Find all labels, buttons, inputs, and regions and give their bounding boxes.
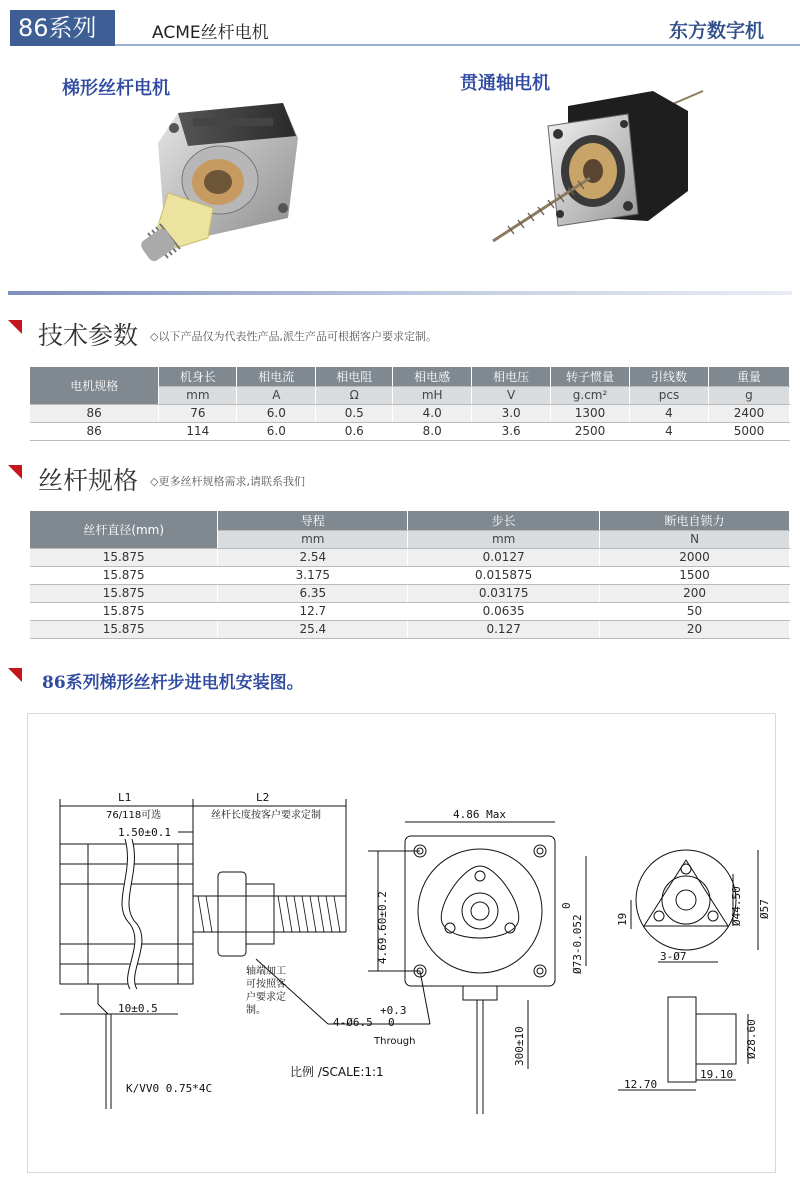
table-row	[30, 422, 790, 440]
unit-cell: V	[472, 386, 551, 404]
table-cell: 2.54	[218, 548, 408, 566]
table-cell: 6.35	[218, 584, 408, 602]
table-row	[30, 602, 790, 620]
table-cell: 2400	[708, 404, 789, 422]
table-cell: 3.175	[218, 566, 408, 584]
table-cell: 5000	[708, 422, 789, 440]
red-triangle-icon	[8, 465, 22, 479]
col-header: 相电压	[472, 367, 551, 386]
screw-section-title: 丝杆规格	[38, 466, 139, 495]
table-cell: 2500	[551, 422, 630, 440]
table-cell: 0.127	[408, 620, 600, 638]
dim-l1: L1	[118, 791, 132, 804]
dim-28-60: Ø28.60	[745, 1019, 758, 1059]
table-row	[30, 566, 790, 584]
col-header: 相电流	[237, 367, 316, 386]
unit-cell: mm	[408, 530, 600, 548]
col-header: 步长	[408, 511, 600, 530]
dim-4-86: 4.86 Max	[453, 808, 506, 821]
dim-300: 300±10	[513, 1026, 526, 1066]
unit-cell: mH	[393, 386, 472, 404]
install-section-title: 86系列梯形丝杆步进电机安装图。	[42, 673, 304, 693]
dim-3-7: 3-Ø7	[660, 950, 687, 963]
table-cell: 3.0	[472, 404, 551, 422]
table-cell: 4	[630, 404, 709, 422]
screw-section-heading	[8, 463, 788, 495]
dim-l2: L2	[256, 791, 270, 804]
unit-cell: g	[708, 386, 789, 404]
table-row	[30, 404, 790, 422]
table-cell: 6.0	[237, 404, 316, 422]
tech-section-title: 技术参数	[38, 321, 139, 350]
col-header: 转子惯量	[551, 367, 630, 386]
table-cell: 2000	[600, 548, 790, 566]
dimension-labels	[106, 791, 771, 1095]
table-cell: 15.875	[30, 548, 218, 566]
col-header: 重量	[708, 367, 789, 386]
table-cell: 15.875	[30, 566, 218, 584]
shaft-note-1: 轴端加工	[246, 966, 286, 977]
table-cell: 50	[600, 602, 790, 620]
tech-section-heading	[8, 318, 788, 350]
tech-section-note: ◇以下产品仅为代表性产品,派生产品可根据客户要求定制。	[150, 330, 437, 343]
screw-header-row	[30, 511, 790, 530]
table-cell: 25.4	[218, 620, 408, 638]
table-cell: 114	[159, 422, 237, 440]
through-shaft-motor-photo	[478, 86, 708, 251]
red-triangle-icon	[8, 668, 22, 682]
shaft-note-3: 户要求定	[246, 992, 286, 1003]
col-header: 丝杆直径(mm)	[30, 511, 218, 548]
product-label-trapezoidal: 梯形丝杆电机	[62, 78, 170, 99]
dim-19: 19	[616, 912, 629, 926]
table-cell: 0.015875	[408, 566, 600, 584]
dim-l1-note: 76/118可选	[106, 810, 162, 821]
dim-73: Ø73-0.052	[571, 914, 584, 974]
wire-spec: K/VV0 0.75*4C	[126, 1082, 213, 1095]
unit-cell: pcs	[630, 386, 709, 404]
unit-cell: Ω	[316, 386, 393, 404]
screw-spec-table	[30, 511, 790, 639]
table-cell: 8.0	[393, 422, 472, 440]
shaft-note-2: 可按照客	[246, 979, 286, 990]
table-cell: 86	[30, 422, 159, 440]
col-header: 导程	[218, 511, 408, 530]
dim-69-60: 4.69.60±0.2	[376, 891, 389, 964]
table-cell: 76	[159, 404, 237, 422]
table-cell: 4	[630, 422, 709, 440]
table-cell: 0.6	[316, 422, 393, 440]
table-cell: 0.0127	[408, 548, 600, 566]
table-cell: 3.6	[472, 422, 551, 440]
series-badge: 86系列	[10, 10, 115, 46]
unit-cell: mm	[218, 530, 408, 548]
table-row	[30, 584, 790, 602]
table-row	[30, 620, 790, 638]
page-header	[0, 0, 800, 56]
unit-cell: N	[600, 530, 790, 548]
tech-header-row	[30, 367, 790, 386]
unit-cell: g.cm²	[551, 386, 630, 404]
col-header: 电机规格	[30, 367, 159, 404]
col-header: 相电阻	[316, 367, 393, 386]
table-cell: 0.0635	[408, 602, 600, 620]
table-cell: 1500	[600, 566, 790, 584]
tech-params-table	[30, 367, 790, 441]
product-label-through-shaft: 贯通轴电机	[460, 73, 550, 94]
red-triangle-icon	[8, 320, 22, 334]
shaft-note-4: 制。	[246, 1005, 266, 1016]
table-cell: 6.0	[237, 422, 316, 440]
through-label: Through	[374, 1036, 416, 1047]
table-cell: 12.7	[218, 602, 408, 620]
table-row	[30, 548, 790, 566]
dim-holes: 4-Ø6.5	[333, 1016, 373, 1029]
scale-label: 比例 /SCALE:1:1	[290, 1065, 384, 1079]
col-header: 引线数	[630, 367, 709, 386]
unit-cell: mm	[159, 386, 237, 404]
dim-57: Ø57	[758, 899, 771, 919]
dim-12-70: 12.70	[624, 1078, 658, 1091]
installation-drawing	[28, 714, 777, 1174]
dim-73-tol: 0	[560, 902, 573, 909]
table-cell: 4.0	[393, 404, 472, 422]
table-cell: 0.03175	[408, 584, 600, 602]
dim-holes-tol-top: +0.3	[380, 1004, 407, 1017]
header-divider	[115, 44, 800, 46]
dim-10: 10±0.5	[118, 1002, 158, 1015]
table-cell: 15.875	[30, 584, 218, 602]
trapezoidal-screw-motor-photo	[138, 98, 318, 273]
table-cell: 86	[30, 404, 159, 422]
table-cell: 15.875	[30, 602, 218, 620]
installation-drawing-frame	[27, 713, 776, 1173]
col-header: 相电感	[393, 367, 472, 386]
dim-holes-tol-bot: 0	[388, 1016, 395, 1029]
unit-cell: A	[237, 386, 316, 404]
table-cell: 0.5	[316, 404, 393, 422]
table-cell: 20	[600, 620, 790, 638]
dim-l2-note: 丝杆长度按客户要求定制	[211, 810, 321, 821]
dim-44-50: Ø44.50	[730, 886, 743, 926]
install-section-heading	[8, 666, 788, 698]
table-cell: 1300	[551, 404, 630, 422]
col-header: 机身长	[159, 367, 237, 386]
screw-section-note: ◇更多丝杆规格需求,请联系我们	[150, 475, 305, 488]
brand-name: 东方数字机	[668, 20, 764, 42]
dim-1-50: 1.50±0.1	[118, 826, 171, 839]
page-title: ACME丝杆电机	[152, 23, 269, 43]
dim-19-10: 19.10	[700, 1068, 734, 1081]
table-cell: 15.875	[30, 620, 218, 638]
section-separator	[8, 291, 792, 295]
table-cell: 200	[600, 584, 790, 602]
col-header: 断电自锁力	[600, 511, 790, 530]
